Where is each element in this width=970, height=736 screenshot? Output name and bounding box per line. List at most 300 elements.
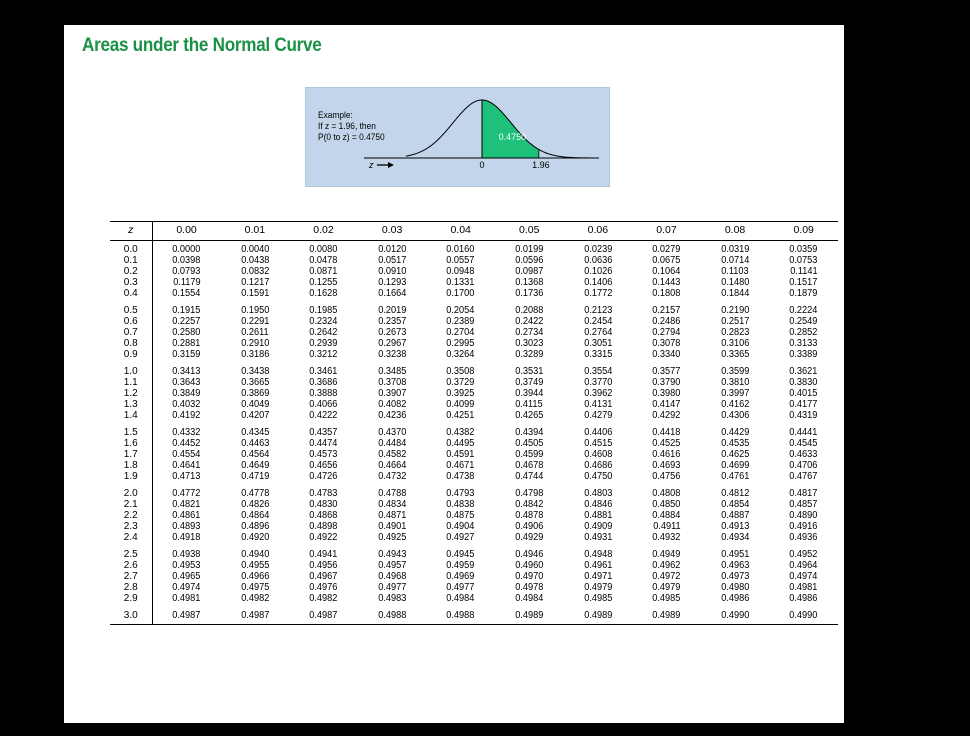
area-value-cell [426, 266, 495, 277]
area-value-cell [495, 604, 564, 625]
area-value-cell [358, 299, 427, 316]
area-value: 0.4916 [789, 521, 818, 532]
area-value: 0.3023 [515, 338, 544, 349]
area-value: 0.4452 [172, 438, 201, 449]
area-value-cell [769, 316, 838, 327]
area-value-cell [221, 266, 290, 277]
area-value: 0.4713 [172, 471, 201, 482]
area-value-cell [495, 410, 564, 421]
area-value-cell [632, 482, 701, 499]
area-value: 0.3907 [378, 388, 407, 399]
area-value-cell [495, 377, 564, 388]
area-value: 0.0987 [515, 266, 544, 277]
area-value-cell [495, 438, 564, 449]
area-value-cell [426, 532, 495, 543]
table-row [110, 241, 838, 256]
area-value: 0.4952 [789, 549, 818, 560]
area-value: 0.4756 [652, 471, 681, 482]
area-value: 0.4986 [789, 593, 818, 604]
area-value: 0.3944 [515, 388, 544, 399]
table-row [110, 349, 838, 360]
area-value-cell [769, 349, 838, 360]
area-value-cell [289, 241, 358, 256]
area-value: 0.4913 [720, 521, 750, 532]
area-value-cell [769, 360, 838, 377]
area-value-cell [221, 560, 290, 571]
table-header-row [110, 222, 838, 241]
area-value-cell [358, 316, 427, 327]
area-value: 0.4966 [240, 571, 269, 582]
area-value: 0.4817 [789, 488, 818, 499]
area-value: 0.4989 [515, 610, 544, 621]
area-value-cell [221, 593, 290, 604]
area-value-cell [564, 299, 633, 316]
area-value: 0.4706 [789, 460, 818, 471]
area-value-cell [426, 460, 495, 471]
area-value-cell [564, 471, 633, 482]
area-value: 0.4985 [583, 593, 612, 604]
area-value-cell [221, 521, 290, 532]
area-value-cell [632, 338, 701, 349]
table-row [110, 471, 838, 482]
area-value: 0.4927 [446, 532, 475, 543]
area-value-cell [495, 582, 564, 593]
area-value-cell [701, 499, 770, 510]
area-value-cell [152, 532, 221, 543]
area-value-cell [221, 299, 290, 316]
area-value: 0.2967 [378, 338, 407, 349]
area-value: 0.4370 [378, 427, 407, 438]
area-value: 0.2157 [652, 305, 681, 316]
area-value: 0.0714 [720, 255, 750, 266]
area-value: 0.0080 [309, 244, 338, 255]
area-value-cell [358, 532, 427, 543]
area-value: 0.4564 [240, 449, 269, 460]
area-value: 0.1141 [789, 266, 818, 277]
area-value: 0.1331 [446, 277, 475, 288]
area-value: 0.4406 [583, 427, 612, 438]
area-value: 0.4265 [515, 410, 544, 421]
area-value: 0.4938 [172, 549, 201, 560]
area-value: 0.1664 [378, 288, 407, 299]
area-value-cell [289, 410, 358, 421]
table-row [110, 410, 838, 421]
area-value-cell [564, 255, 633, 266]
table-row [110, 510, 838, 521]
area-value: 0.4984 [446, 593, 475, 604]
area-value-cell [289, 438, 358, 449]
z-value-cell: 1.8 [110, 460, 152, 471]
z-value-cell: 1.1 [110, 377, 152, 388]
area-value: 0.2794 [652, 327, 681, 338]
area-value-cell [221, 482, 290, 499]
area-value-cell [289, 399, 358, 410]
area-value: 0.3289 [515, 349, 544, 360]
area-value: 0.2257 [172, 316, 201, 327]
area-value: 0.4671 [446, 460, 475, 471]
area-value-cell [358, 460, 427, 471]
area-value: 0.3643 [172, 377, 201, 388]
area-value: 0.3708 [378, 377, 407, 388]
area-value-cell [221, 241, 290, 256]
z-value-label: 1.96 [532, 160, 550, 170]
area-value: 0.2673 [378, 327, 407, 338]
area-value: 0.3078 [652, 338, 681, 349]
area-value: 0.4976 [309, 582, 338, 593]
z-value-cell: 3.0 [110, 604, 152, 625]
area-value-cell [289, 360, 358, 377]
area-value: 0.3508 [446, 366, 475, 377]
area-value: 0.4236 [378, 410, 407, 421]
area-value: 0.4922 [309, 532, 338, 543]
area-value: 0.3599 [720, 366, 750, 377]
area-value-cell [289, 510, 358, 521]
area-value: 0.0000 [172, 244, 201, 255]
area-value-cell [289, 421, 358, 438]
table-row [110, 299, 838, 316]
area-value-cell [564, 327, 633, 338]
z-value-cell: 1.7 [110, 449, 152, 460]
area-value-cell [564, 338, 633, 349]
area-value-cell [426, 571, 495, 582]
area-value-cell [426, 482, 495, 499]
z-value-cell: 2.7 [110, 571, 152, 582]
area-value: 0.4878 [515, 510, 544, 521]
area-value-cell [289, 532, 358, 543]
area-value-cell [495, 560, 564, 571]
area-value: 0.4936 [789, 532, 818, 543]
z-value-cell: 1.4 [110, 410, 152, 421]
area-value-cell [769, 377, 838, 388]
normal-curve-diagram [306, 88, 611, 188]
area-value: 0.0478 [309, 255, 338, 266]
area-value: 0.4726 [309, 471, 338, 482]
area-value-cell [632, 349, 701, 360]
area-value-cell [289, 449, 358, 460]
area-value: 0.4911 [652, 521, 681, 532]
area-value-cell [769, 399, 838, 410]
area-value: 0.4962 [652, 560, 681, 571]
area-value: 0.0557 [446, 255, 475, 266]
area-value: 0.2389 [446, 316, 475, 327]
area-value-cell [358, 338, 427, 349]
z-value-cell: 0.4 [110, 288, 152, 299]
example-line-3: P(0 to z) = 0.4750 [318, 132, 385, 143]
area-value: 0.1700 [446, 288, 475, 299]
area-value: 0.3749 [515, 377, 544, 388]
area-value: 0.4953 [172, 560, 201, 571]
area-value-cell [289, 338, 358, 349]
area-value: 0.4515 [583, 438, 612, 449]
area-value: 0.1480 [720, 277, 750, 288]
area-value-cell [701, 543, 770, 560]
area-value-cell [632, 255, 701, 266]
area-value: 0.1591 [240, 288, 269, 299]
area-value-cell [289, 482, 358, 499]
area-value-cell [632, 288, 701, 299]
area-value-cell [495, 499, 564, 510]
area-value-cell [289, 327, 358, 338]
area-value-cell [495, 521, 564, 532]
area-value: 0.3830 [789, 377, 818, 388]
area-value-cell [632, 560, 701, 571]
z-value-cell: 2.8 [110, 582, 152, 593]
area-value-cell [701, 360, 770, 377]
area-value: 0.4115 [515, 399, 543, 410]
area-value-cell [564, 288, 633, 299]
area-value: 0.4918 [172, 532, 201, 543]
area-value-cell [358, 421, 427, 438]
area-value: 0.3212 [309, 349, 338, 360]
area-value-cell [701, 604, 770, 625]
area-value: 0.4989 [583, 610, 612, 621]
area-value-cell [152, 521, 221, 532]
area-value-cell [632, 266, 701, 277]
area-value-cell [358, 510, 427, 521]
area-value-cell [564, 449, 633, 460]
area-value-cell [564, 510, 633, 521]
area-value: 0.3729 [446, 377, 475, 388]
area-value-cell [632, 582, 701, 593]
area-value-cell [426, 377, 495, 388]
area-value-cell [152, 277, 221, 288]
z-value-cell: 0.7 [110, 327, 152, 338]
table-row [110, 399, 838, 410]
area-value: 0.0675 [652, 255, 681, 266]
area-value: 0.4941 [309, 549, 338, 560]
area-value: 0.4932 [652, 532, 681, 543]
area-value: 0.4857 [789, 499, 818, 510]
area-value-cell [426, 327, 495, 338]
area-value-cell [152, 582, 221, 593]
area-value: 0.4830 [309, 499, 338, 510]
area-value: 0.4788 [378, 488, 407, 499]
area-value-cell [495, 593, 564, 604]
area-value-cell [495, 460, 564, 471]
area-value: 0.4495 [446, 438, 475, 449]
area-value: 0.2910 [240, 338, 269, 349]
area-value: 0.4099 [446, 399, 475, 410]
area-value: 0.4982 [309, 593, 338, 604]
area-value-cell [221, 460, 290, 471]
area-value-cell [152, 410, 221, 421]
area-value-cell [152, 266, 221, 277]
area-value: 0.4864 [240, 510, 269, 521]
area-value: 0.4987 [309, 610, 338, 621]
area-value-cell [701, 299, 770, 316]
area-value-cell [769, 288, 838, 299]
area-value: 0.1915 [172, 305, 201, 316]
area-value-cell [701, 593, 770, 604]
area-value: 0.2422 [515, 316, 544, 327]
area-value-cell [701, 288, 770, 299]
area-value: 0.1368 [515, 277, 544, 288]
area-value: 0.1879 [789, 288, 818, 299]
area-value-cell [426, 543, 495, 560]
z-value-cell: 2.4 [110, 532, 152, 543]
area-value-cell [495, 338, 564, 349]
area-value-cell [152, 571, 221, 582]
area-value: 0.4974 [789, 571, 818, 582]
area-value: 0.3106 [720, 338, 750, 349]
area-value-cell [495, 255, 564, 266]
area-value: 0.4625 [720, 449, 750, 460]
area-value: 0.2704 [446, 327, 475, 338]
area-value-cell [289, 593, 358, 604]
area-value-cell [769, 582, 838, 593]
area-value: 0.2054 [446, 305, 475, 316]
area-value-cell [221, 316, 290, 327]
z-value-cell: 2.0 [110, 482, 152, 499]
z-value-cell: 0.1 [110, 255, 152, 266]
area-value: 0.4979 [652, 582, 681, 593]
area-value-cell [426, 316, 495, 327]
area-value: 0.3577 [652, 366, 681, 377]
area-value-cell [426, 338, 495, 349]
area-value: 0.4394 [515, 427, 544, 438]
area-value-cell [701, 449, 770, 460]
area-value-cell [358, 360, 427, 377]
area-value-cell [358, 499, 427, 510]
area-value: 0.4943 [378, 549, 407, 560]
table-row [110, 277, 838, 288]
area-value: 0.4990 [789, 610, 818, 621]
table-row [110, 449, 838, 460]
area-value-cell [358, 571, 427, 582]
area-value-cell [495, 299, 564, 316]
area-value: 0.0753 [789, 255, 818, 266]
area-value-cell [564, 482, 633, 499]
area-value-cell [221, 582, 290, 593]
area-value-cell [289, 471, 358, 482]
area-value-cell [152, 510, 221, 521]
area-value-cell [289, 543, 358, 560]
area-value: 0.4545 [789, 438, 818, 449]
area-value-cell [701, 327, 770, 338]
area-value-cell [564, 360, 633, 377]
area-value-cell [358, 471, 427, 482]
zero-label: 0 [479, 160, 485, 170]
area-value: 0.4761 [720, 471, 750, 482]
table-row [110, 288, 838, 299]
area-value-cell [221, 377, 290, 388]
area-value: 0.4854 [720, 499, 750, 510]
table-row [110, 421, 838, 438]
z-column-header: z [110, 222, 152, 241]
area-value: 0.4881 [583, 510, 612, 521]
area-value: 0.4983 [378, 593, 407, 604]
area-value-cell [564, 571, 633, 582]
area-value-cell [358, 277, 427, 288]
area-value-cell [426, 388, 495, 399]
z-value-cell: 1.2 [110, 388, 152, 399]
area-value-cell [358, 582, 427, 593]
area-value: 0.4887 [720, 510, 750, 521]
area-value: 0.4967 [309, 571, 338, 582]
area-value: 0.4904 [446, 521, 475, 532]
area-value-cell [564, 277, 633, 288]
example-line-2: If z = 1.96, then [318, 121, 376, 132]
area-value-cell [701, 482, 770, 499]
z-value-cell: 2.6 [110, 560, 152, 571]
area-value-cell [152, 288, 221, 299]
area-value-cell [289, 277, 358, 288]
area-value: 0.4846 [583, 499, 612, 510]
area-value-cell [221, 327, 290, 338]
area-value-cell [289, 288, 358, 299]
area-value: 0.4960 [515, 560, 544, 571]
area-value: 0.2580 [172, 327, 201, 338]
area-value-cell [152, 543, 221, 560]
area-value: 0.3849 [172, 388, 201, 399]
area-value-cell [426, 255, 495, 266]
area-value-cell [426, 560, 495, 571]
area-value: 0.4973 [720, 571, 750, 582]
area-value: 0.4306 [720, 410, 750, 421]
area-value-cell [289, 571, 358, 582]
area-value: 0.1736 [515, 288, 544, 299]
area-value-cell [221, 499, 290, 510]
area-value: 0.2123 [583, 305, 612, 316]
area-value-cell [701, 338, 770, 349]
area-value: 0.2823 [720, 327, 750, 338]
z-table [110, 221, 838, 625]
table-row [110, 338, 838, 349]
area-value-cell [426, 521, 495, 532]
area-value: 0.3365 [720, 349, 750, 360]
area-value: 0.4990 [720, 610, 750, 621]
area-value: 0.4965 [172, 571, 201, 582]
area-value-cell [632, 604, 701, 625]
area-value: 0.4959 [446, 560, 475, 571]
column-header: 0.04 [426, 222, 495, 241]
area-value: 0.4778 [240, 488, 269, 499]
z-value-cell: 2.3 [110, 521, 152, 532]
area-value-cell [495, 543, 564, 560]
area-value-cell [769, 421, 838, 438]
area-value-cell [358, 399, 427, 410]
area-value: 0.4987 [172, 610, 201, 621]
area-value-cell [495, 532, 564, 543]
column-header: 0.07 [632, 222, 701, 241]
area-value: 0.3869 [240, 388, 269, 399]
area-value-cell [564, 604, 633, 625]
table-row [110, 266, 838, 277]
area-value: 0.4955 [240, 560, 269, 571]
area-value: 0.0120 [378, 244, 407, 255]
table-row [110, 499, 838, 510]
area-value-cell [769, 482, 838, 499]
area-value-cell [564, 532, 633, 543]
area-value: 0.3621 [789, 366, 818, 377]
area-value-cell [221, 449, 290, 460]
area-value-cell [289, 299, 358, 316]
area-value-cell [426, 499, 495, 510]
area-value: 0.0517 [378, 255, 407, 266]
area-value: 0.4826 [240, 499, 269, 510]
area-value-cell [426, 582, 495, 593]
area-value: 0.4738 [446, 471, 475, 482]
area-value: 0.0040 [240, 244, 269, 255]
area-value-cell [564, 460, 633, 471]
area-value-cell [701, 510, 770, 521]
area-value-cell [358, 288, 427, 299]
area-value: 0.4898 [309, 521, 338, 532]
area-value: 0.4474 [309, 438, 338, 449]
area-value: 0.4525 [652, 438, 681, 449]
area-value: 0.1628 [309, 288, 338, 299]
area-value: 0.1217 [240, 277, 269, 288]
